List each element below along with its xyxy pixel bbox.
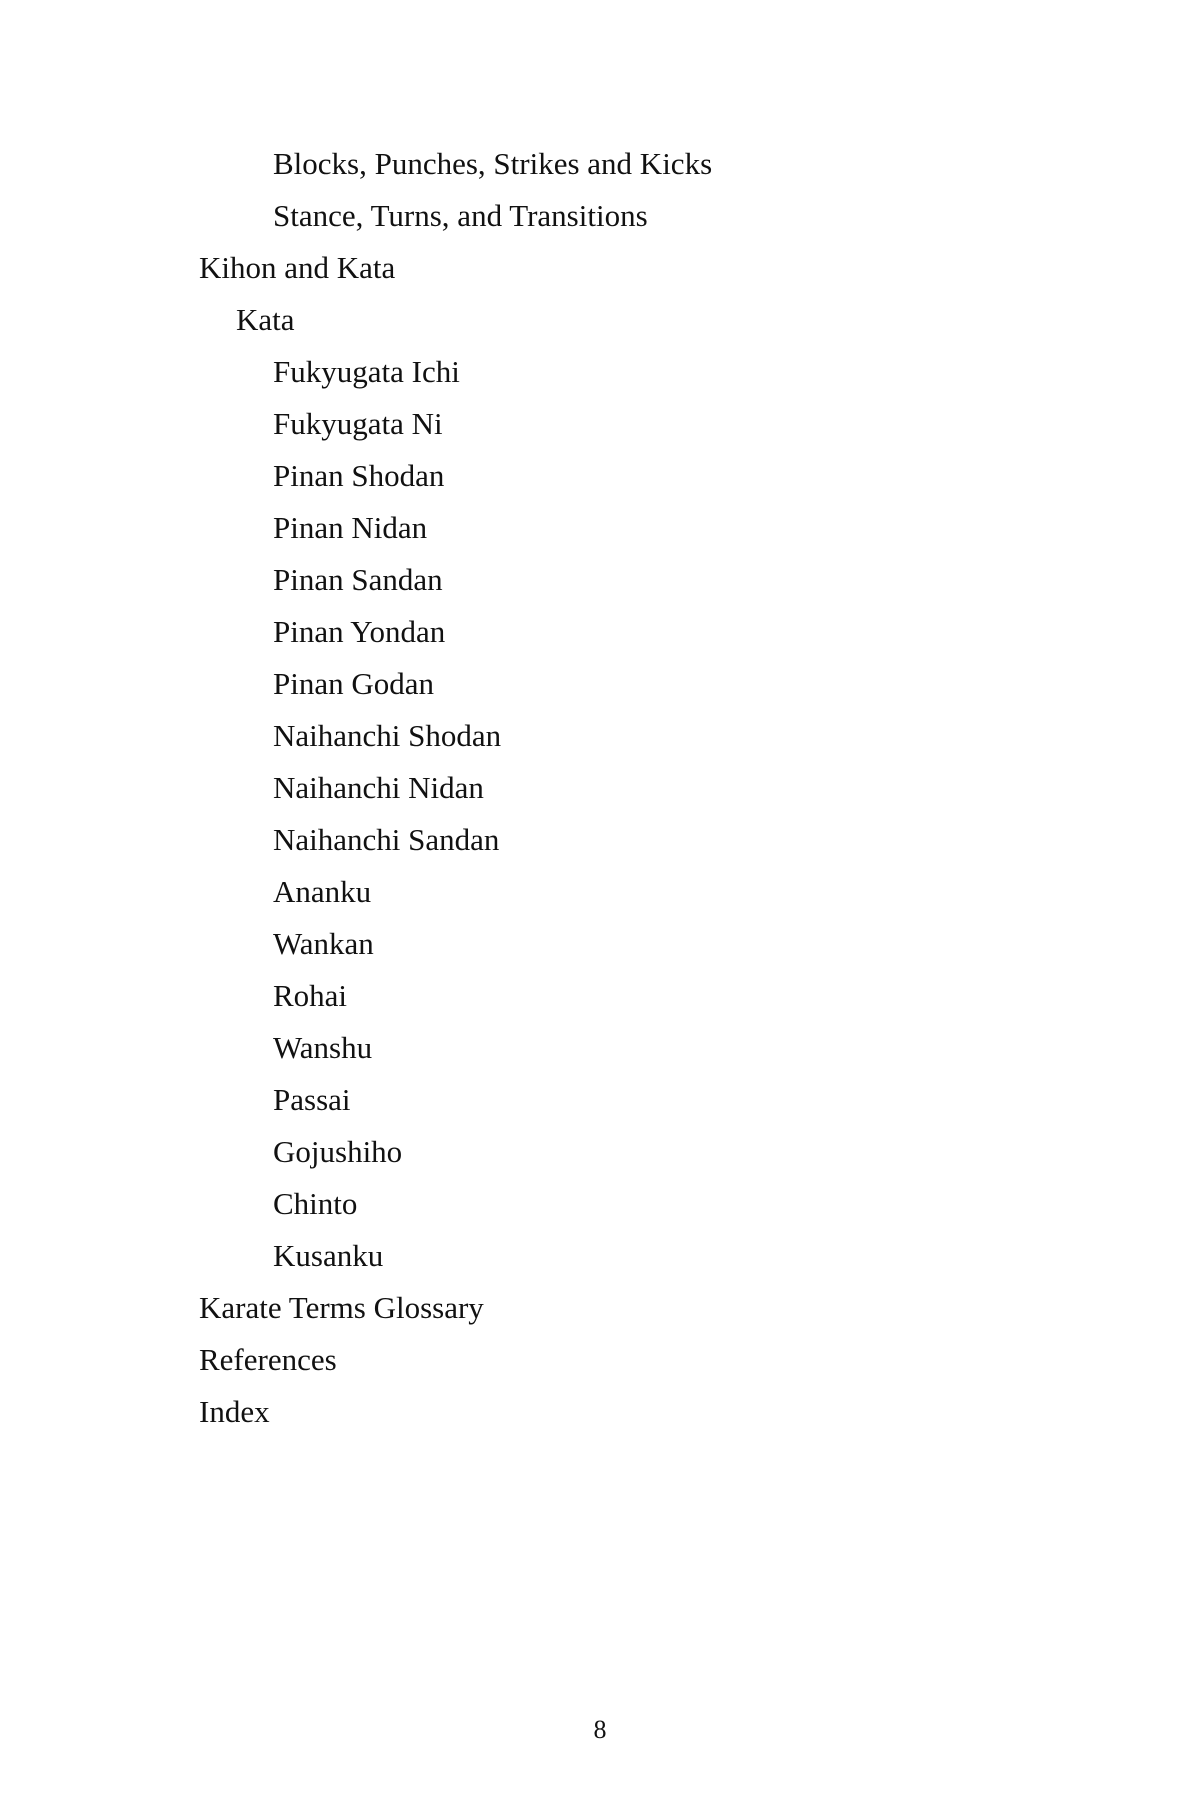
toc-entry: Wankan [273, 926, 374, 961]
toc-entry: Gojushiho [273, 1134, 403, 1169]
page-number: 8 [593, 1715, 607, 1744]
toc-entry: Pinan Godan [273, 666, 435, 701]
toc-entry: Naihanchi Shodan [273, 718, 502, 753]
toc-entry: References [199, 1342, 337, 1377]
toc-entry: Chinto [273, 1186, 358, 1221]
toc-entry: Kata [236, 302, 295, 337]
toc-entry: Kusanku [273, 1238, 384, 1273]
toc-entry: Naihanchi Sandan [273, 822, 500, 857]
toc-entry: Kihon and Kata [199, 250, 396, 285]
toc-entry: Karate Terms Glossary [199, 1290, 484, 1325]
toc-entry: Pinan Sandan [273, 562, 443, 597]
toc-entry: Ananku [273, 874, 372, 909]
table-of-contents [0, 138, 1200, 1438]
toc-entry: Pinan Yondan [273, 614, 446, 649]
toc-entry: Blocks, Punches, Strikes and Kicks [273, 146, 713, 181]
toc-entry: Rohai [273, 978, 348, 1013]
toc-entry: Wanshu [273, 1030, 373, 1065]
toc-entry: Index [199, 1394, 270, 1429]
toc-entry: Pinan Nidan [273, 510, 428, 545]
toc-entry: Passai [273, 1082, 351, 1117]
toc-entry: Stance, Turns, and Transitions [273, 198, 648, 233]
toc-entry: Fukyugata Ni [273, 406, 443, 441]
toc-entry: Fukyugata Ichi [273, 354, 460, 389]
toc-entry: Naihanchi Nidan [273, 770, 484, 805]
toc-entry: Pinan Shodan [273, 458, 445, 493]
